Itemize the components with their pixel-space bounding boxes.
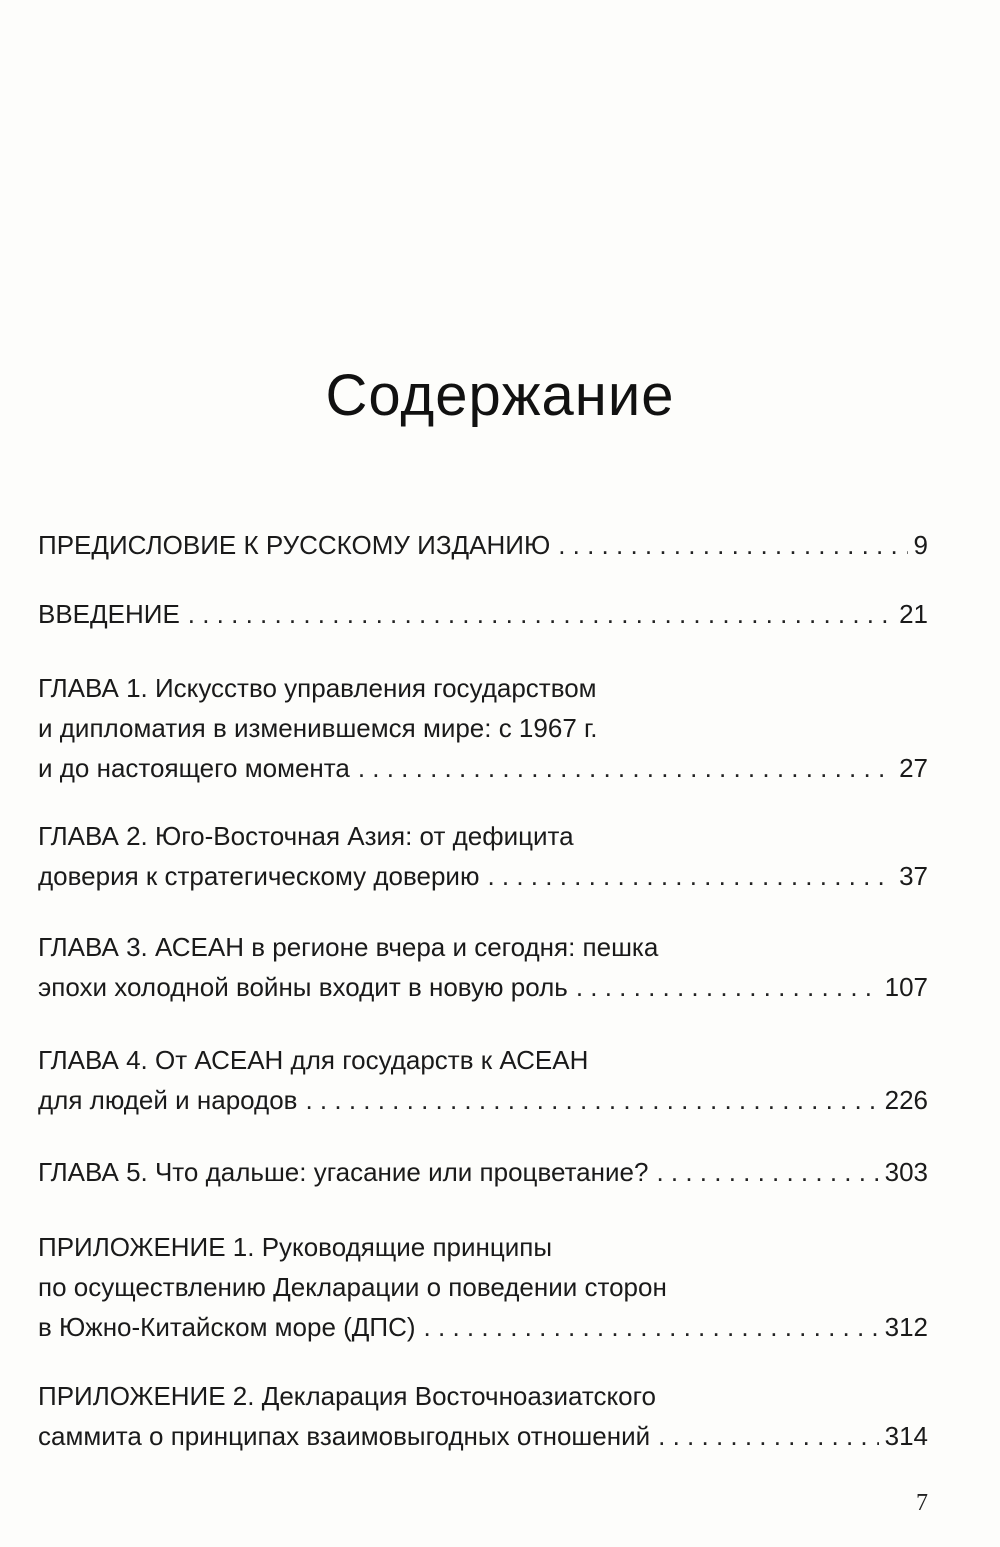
toc-entry-last-line: [38, 1152, 928, 1192]
toc-page-number: 9: [913, 530, 928, 560]
page-title: Содержание: [325, 363, 675, 428]
dot-leader: [188, 594, 893, 634]
toc-page-number: 303: [884, 1157, 928, 1187]
dot-leader: [658, 1416, 878, 1456]
toc-entry-chapter-5[interactable]: [38, 1152, 928, 1192]
toc-page-number: 312: [884, 1312, 928, 1342]
toc-entry-title-line: ГЛАВА 1. Искусство управления государством: [38, 673, 597, 703]
toc-page-number: 226: [884, 1085, 928, 1115]
toc-entry-last-line: [38, 1080, 928, 1120]
toc-entry-title-line: и дипломатия в изменившемся мире: с 1967 г.: [38, 713, 598, 743]
toc-page-number: 37: [899, 861, 928, 891]
toc-entry-title: ГЛАВА 5. Что дальше: угасание или процветание?: [38, 1157, 649, 1187]
toc-entry-preface[interactable]: [38, 525, 928, 565]
toc-page-number: 314: [884, 1421, 928, 1451]
dot-leader: [305, 1080, 878, 1120]
toc-entry-last-line: [38, 1307, 928, 1347]
toc-entry-appendix-1[interactable]: [38, 1227, 928, 1347]
toc-entry-last-line: [38, 856, 928, 896]
toc-entry-title-line: в Южно-Китайском море (ДПС): [38, 1312, 416, 1342]
dot-leader: [576, 967, 879, 1007]
dot-leader: [424, 1307, 879, 1347]
toc-entry-title: ВВЕДЕНИЕ: [38, 599, 180, 629]
toc-page-number: 107: [884, 972, 928, 1002]
toc-entry-title-line: доверия к стратегическому доверию: [38, 861, 480, 891]
dot-leader: [487, 856, 893, 896]
toc-entry-chapter-3[interactable]: [38, 927, 928, 1007]
toc-entry-title-line: ГЛАВА 2. Юго-Восточная Азия: от дефицита: [38, 821, 574, 851]
toc-entry-title-line: эпохи холодной войны входит в новую роль: [38, 972, 568, 1002]
toc-entry-introduction[interactable]: [38, 594, 928, 634]
toc-entry-title-line: и до настоящего момента: [38, 753, 350, 783]
toc-entry-chapter-2[interactable]: [38, 816, 928, 896]
toc-entry-title: ПРЕДИСЛОВИЕ К РУССКОМУ ИЗДАНИЮ: [38, 530, 551, 560]
toc-page-number: 21: [899, 599, 928, 629]
toc-entry-title-line: для людей и народов: [38, 1085, 298, 1115]
toc-entry-title-line: ГЛАВА 3. АСЕАН в регионе вчера и сегодня: пешка: [38, 932, 659, 962]
page-number: 7: [916, 1490, 928, 1516]
toc-page-number: 27: [899, 753, 928, 783]
toc-entry-appendix-2[interactable]: [38, 1376, 928, 1456]
toc-entry-last-line: [38, 1416, 928, 1456]
toc-entry-last-line: [38, 525, 928, 565]
dot-leader: [656, 1152, 878, 1192]
toc-entry-chapter-1[interactable]: [38, 668, 928, 788]
dot-leader: [358, 748, 893, 788]
dot-leader: [558, 525, 907, 565]
toc-entry-title-line: ПРИЛОЖЕНИЕ 1. Руководящие принципы: [38, 1232, 553, 1262]
toc-entry-last-line: [38, 594, 928, 634]
toc-entry-chapter-4[interactable]: [38, 1040, 928, 1120]
toc-entry-last-line: [38, 967, 928, 1007]
toc-entry-title-line: по осуществлению Декларации о поведении сторон: [38, 1272, 667, 1302]
toc-entry-title-line: ПРИЛОЖЕНИЕ 2. Декларация Восточноазиатского: [38, 1381, 657, 1411]
toc-entry-last-line: [38, 748, 928, 788]
toc-entry-title-line: ГЛАВА 4. От АСЕАН для государств к АСЕАН: [38, 1045, 589, 1075]
toc-entry-title-line: саммита о принципах взаимовыгодных отношений: [38, 1421, 651, 1451]
